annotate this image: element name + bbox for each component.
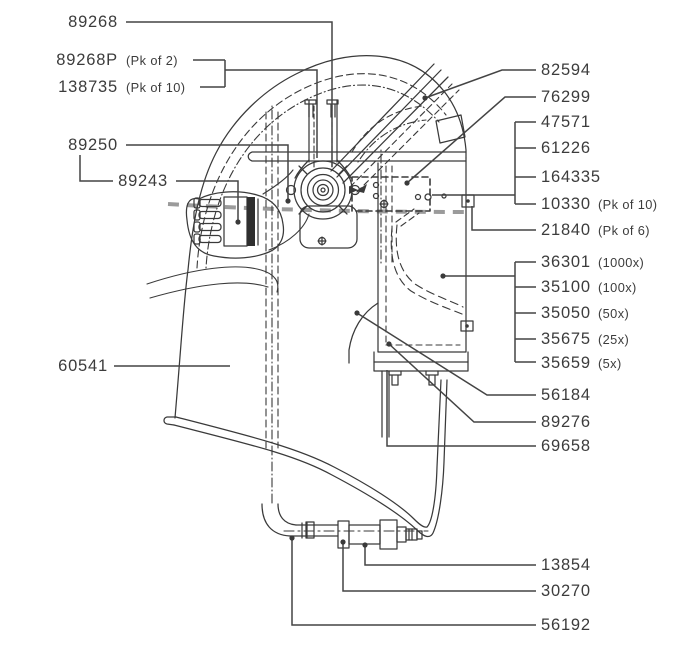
headgear-ratchet-knob <box>186 192 283 258</box>
head-strap <box>295 100 351 178</box>
part-label-56192: 56192 <box>541 616 591 634</box>
hood-figure <box>147 56 474 549</box>
leader-21840 <box>472 206 536 230</box>
part-qual-35659: (5x) <box>598 356 622 371</box>
lens-frame-dashed <box>349 177 446 211</box>
breathing-tube <box>262 504 338 538</box>
part-qual-138735: (Pk of 10) <box>126 80 186 95</box>
fabric-fold-lines <box>147 170 309 298</box>
part-label-89268P: 89268P <box>56 51 118 69</box>
part-label-36301: 36301 <box>541 253 591 271</box>
part-label-89250: 89250 <box>68 136 118 154</box>
hood-outline <box>164 56 466 425</box>
part-label-21840: 21840 <box>541 221 591 239</box>
leader-56192 <box>292 539 536 625</box>
part-label-61226: 61226 <box>541 139 591 157</box>
part-qual-35100: (100x) <box>598 280 637 295</box>
part-label-56184: 56184 <box>541 386 591 404</box>
housing-drain-tube <box>382 371 389 437</box>
leader-89250-89243-bracket <box>80 155 113 181</box>
cheek-dashed-curves <box>391 209 463 314</box>
part-qual-21840: (Pk of 6) <box>598 223 650 238</box>
lens-housing <box>349 150 468 385</box>
part-qual-35675: (25x) <box>598 332 630 347</box>
part-label-82594: 82594 <box>541 61 591 79</box>
leader-89243 <box>176 181 238 221</box>
leader-30270 <box>343 543 536 591</box>
leader-69658 <box>387 370 536 446</box>
part-label-164335: 164335 <box>541 168 601 186</box>
part-qual-36301: (1000x) <box>598 255 645 270</box>
part-label-35675: 35675 <box>541 330 591 348</box>
part-label-89268: 89268 <box>68 13 118 31</box>
part-label-89243: 89243 <box>118 172 168 190</box>
leader-group1-bracket <box>432 122 536 204</box>
leader-89268P-138735-bracket <box>193 60 317 158</box>
part-label-76299: 76299 <box>541 88 591 106</box>
leader-89276 <box>389 344 536 422</box>
visor-arm <box>331 64 459 192</box>
part-label-35659: 35659 <box>541 354 591 372</box>
part-label-35050: 35050 <box>541 304 591 322</box>
part-label-30270: 30270 <box>541 582 591 600</box>
part-label-89276: 89276 <box>541 413 591 431</box>
part-qual-89268P: (Pk of 2) <box>126 53 178 68</box>
part-label-47571: 47571 <box>541 113 591 131</box>
part-labels <box>56 13 657 634</box>
cape-hem <box>174 380 447 537</box>
part-label-60541: 60541 <box>58 357 108 375</box>
part-qual-10330: (Pk of 10) <box>598 197 658 212</box>
part-label-10330: 10330 <box>541 195 591 213</box>
part-qual-35050: (50x) <box>598 306 630 321</box>
leader-lines <box>80 22 536 625</box>
part-label-69658: 69658 <box>541 437 591 455</box>
part-label-138735: 138735 <box>58 78 118 96</box>
hood-vent-patch <box>436 115 465 143</box>
part-label-35100: 35100 <box>541 278 591 296</box>
part-label-13854: 13854 <box>541 556 591 574</box>
